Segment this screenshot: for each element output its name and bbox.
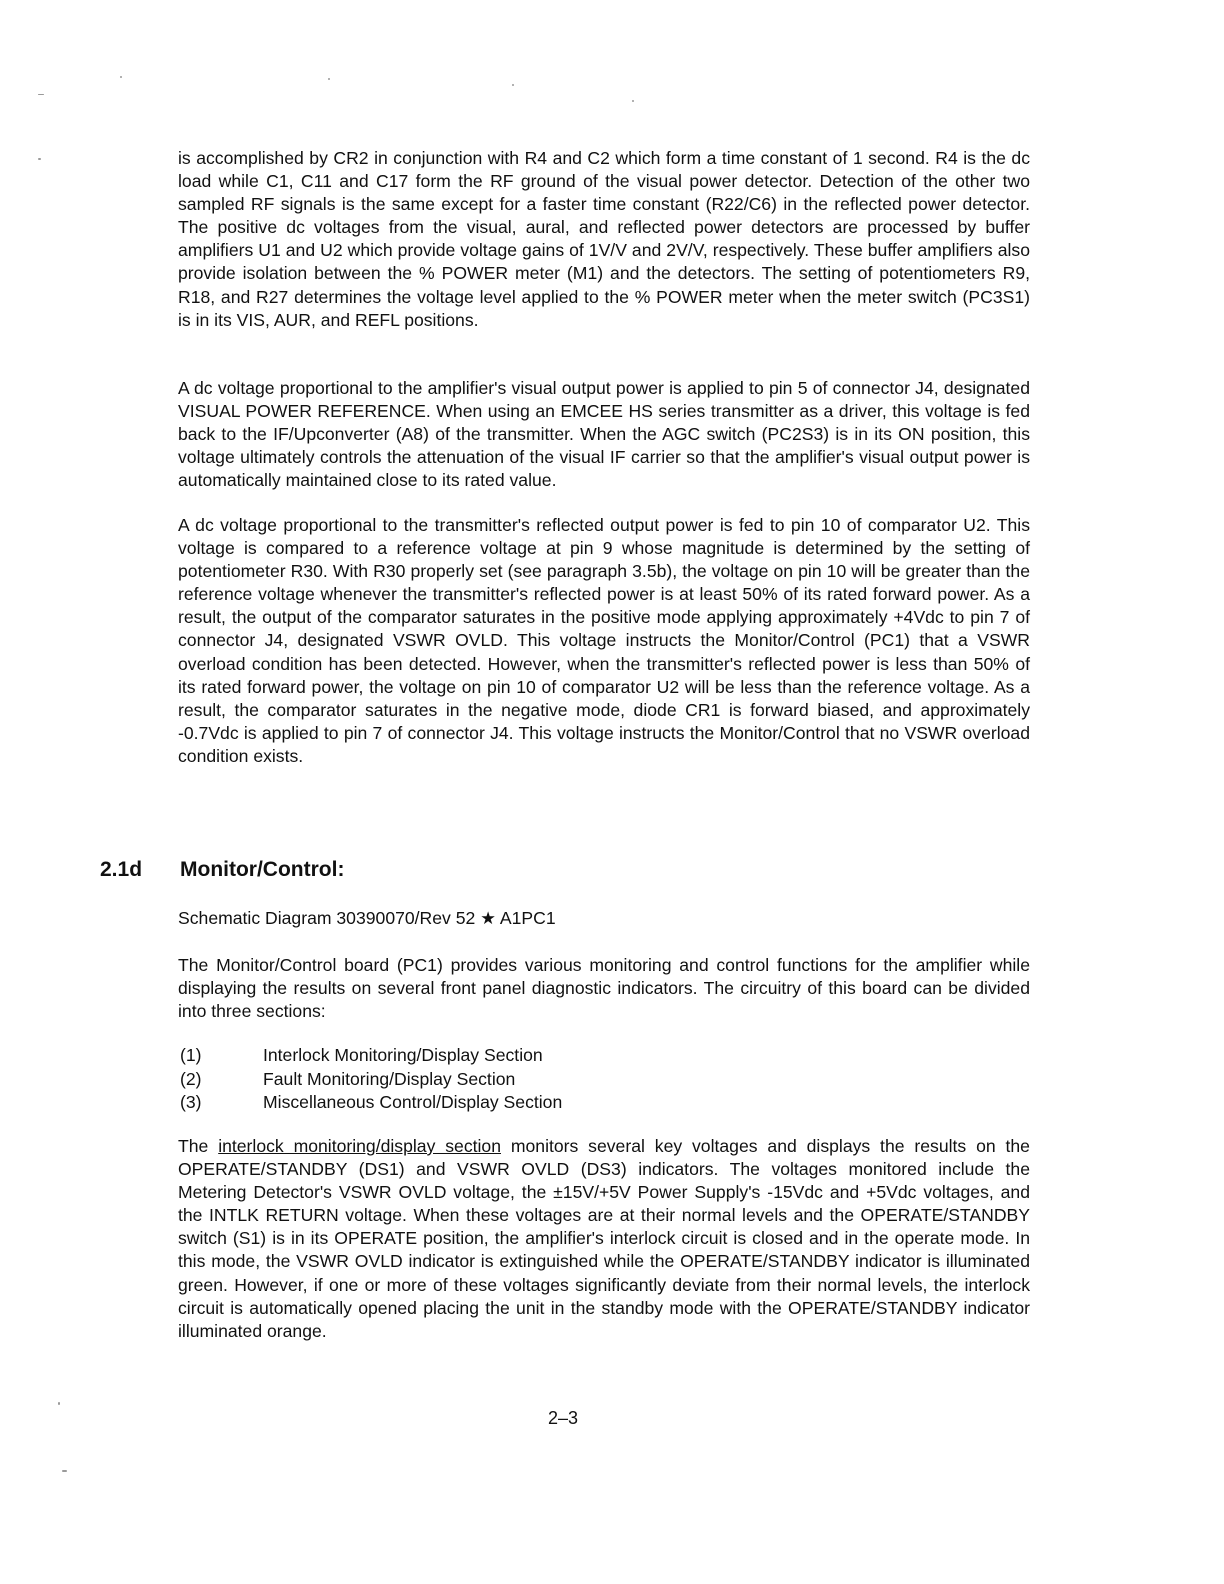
paragraph-monitor-control-intro: The Monitor/Control board (PC1) provides various monitoring and control functions for the amplifier while displaying the results on several front panel diagnostic indicators. The circuitry of this board can be divided into three sections: (178, 955, 1030, 1022)
list-item-number: (2) (180, 1068, 202, 1089)
page-number: 2–3 (548, 1408, 579, 1428)
paragraph-vswr-comparator: A dc voltage proportional to the transmitter's reflected output power is fed to pin 10 of comparator U2. This voltage is compared to a reference voltage at pin 9 whose magnitude is determined by the setting of potentiometer R30. With R30 properly set (see paragraph 3.5b), the voltage on pin 10 will be greater than the reference voltage whenever the transmitter's reflected power is at least 50% of its rated forward power. As a result, the output of the comparator saturates in the positive mode applying approximately +4Vdc to pin 7 of connector J4, designated VSWR OVLD. This voltage instructs the Monitor/Control (PC1) that a VSWR overload condition has been detected. However, when the transmitter's reflected power is less than 50% of its rated forward power, the voltage on pin 10 of comparator U2 will be less than the reference voltage. As a result, the comparator saturates in the negative mode, diode CR1 is forward biased, and approximately -0.7Vdc is applied to pin 7 of connector J4. This voltage instructs the Monitor/Control that no VSWR overload condition exists. (178, 515, 1030, 766)
scan-speck (328, 78, 330, 80)
list-item-number: (1) (180, 1045, 202, 1065)
schematic-reference: Schematic Diagram 30390070/Rev 52 ★ A1PC1 (178, 908, 556, 928)
list-item-number: (3) (180, 1092, 202, 1112)
paragraph-detector-description: is accomplished by CR2 in conjunction with R4 and C2 which form a time constant of 1 second. R4 is the dc load while C1, C11 and C17 form the RF ground of the visual power detector. Detection of the other two sampled RF signals is the same except for a faster time constant (R22/C6) in the reflected power detector. The positive dc voltages from the visual, aural, and reflected power detectors are processed by buffer amplifiers U1 and U2 which provide voltage gains of 1V/V and 2V/V, respectively. These buffer amplifiers also provide isolation between the % POWER meter (M1) and the detectors. The setting of potentiometers R9, R18, and R27 determines the voltage level applied to the % POWER meter when the meter switch (PC3S1) is in its VIS, AUR, and REFL positions. (178, 148, 1030, 330)
section-number: 2.1d (100, 858, 143, 881)
list-item-text: Miscellaneous Control/Display Section (263, 1092, 563, 1112)
scan-speck (632, 100, 634, 102)
section-title: Monitor/Control: (180, 858, 345, 881)
scan-speck (512, 84, 514, 86)
scan-speck (38, 158, 41, 160)
paragraph-lead: The (178, 1136, 219, 1156)
scan-speck (38, 94, 44, 95)
list-item-text: Fault Monitoring/Display Section (263, 1068, 516, 1089)
scan-speck (58, 1402, 60, 1405)
list-item-text: Interlock Monitoring/Display Section (263, 1045, 543, 1065)
paragraph-visual-power-reference: A dc voltage proportional to the amplifier's visual output power is applied to pin 5 of connector J4, designated VISUAL POWER REFERENCE. When using an EMCEE HS series transmitter as a driver, this voltage is fed back to the IF/Upconverter (A8) of the transmitter. When the AGC switch (PC2S3) is in its ON position, this voltage ultimately controls the attenuation of the visual IF carrier so that the amplifier's visual output power is automatically maintained close to its rated value. (178, 378, 1030, 491)
scan-speck (62, 1470, 67, 1472)
paragraph-interlock-monitoring (178, 1135, 1030, 1343)
scan-speck (120, 76, 122, 78)
underlined-term: interlock monitoring/display section (218, 1136, 501, 1156)
paragraph-body: monitors several key voltages and displays the results on the OPERATE/STANDBY (DS1) and VSWR OVLD (DS3) indicators. The voltages monitored include the Metering Detector's VSWR OVLD voltage, the ±15V/+5V Power Supply's -15Vdc and +5Vdc voltages, and the INTLK RETURN voltage. When these voltages are at their normal levels and the OPERATE/STANDBY switch (S1) is in its OPERATE position, the amplifier's interlock circuit is closed and in the operate mode. In this mode, the VSWR OVLD indicator is extinguished while the OPERATE/STANDBY indicator is illuminated green. However, if one or more of these voltages significantly deviate from their normal levels, the interlock circuit is automatically opened placing the unit in the standby mode with the OPERATE/STANDBY indicator illuminated orange. (178, 1136, 1030, 1341)
